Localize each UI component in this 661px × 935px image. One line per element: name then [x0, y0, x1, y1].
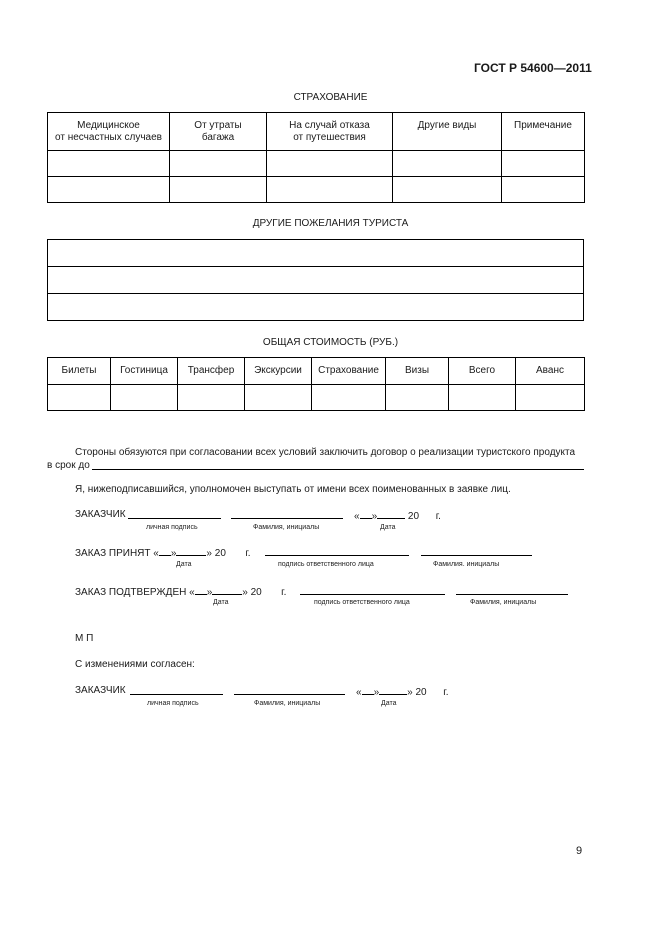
personal-signature-caption: личная подпись — [147, 700, 199, 707]
table-cell[interactable] — [516, 385, 585, 411]
insurance-header-cancellation: На случай отказа от путешествия — [267, 113, 393, 151]
surname-caption: Фамилия, инициалы — [470, 599, 537, 606]
surname-caption: Фамилия, инициалы — [254, 700, 321, 707]
table-cell[interactable] — [245, 385, 312, 411]
insurance-header-row — [48, 113, 585, 151]
quote-open: « — [153, 548, 159, 559]
cost-header-advance: Аванс — [516, 358, 585, 385]
wishes-row[interactable] — [48, 240, 584, 267]
date-caption: Дата — [381, 700, 397, 707]
table-cell[interactable] — [111, 385, 178, 411]
name-field[interactable] — [421, 555, 532, 556]
quote-close: » — [242, 587, 248, 598]
customer-label: ЗАКАЗЧИК — [75, 509, 126, 520]
table-row — [48, 294, 584, 321]
page-number: 9 — [576, 845, 583, 857]
agreement-line2: в срок до — [47, 460, 90, 471]
year-prefix: 20 — [214, 548, 226, 559]
day-blank[interactable] — [195, 585, 207, 595]
day-blank[interactable] — [360, 509, 372, 519]
year-suffix: г. — [281, 587, 287, 598]
month-blank[interactable] — [176, 546, 206, 556]
stamp-place: М П — [75, 633, 94, 644]
responsible-signature-field[interactable] — [300, 594, 445, 595]
cost-header-transfer: Трансфер — [178, 358, 245, 385]
table-row — [48, 177, 585, 203]
table-cell[interactable] — [267, 177, 393, 203]
year-suffix: г. — [443, 687, 449, 698]
table-cell[interactable] — [386, 385, 449, 411]
table-cell[interactable] — [48, 151, 170, 177]
cost-header-insurance: Страхование — [312, 358, 386, 385]
year-prefix: 20 — [407, 511, 420, 522]
surname-caption: Фамилия, инициалы — [253, 524, 320, 531]
quote-close: » — [407, 687, 413, 698]
authorization-text: Я, нижеподписавшийся, уполномочен выступать от имени всех поименованных в заявке лиц. — [75, 484, 511, 495]
name-field[interactable] — [456, 594, 568, 595]
quote-open: « — [354, 511, 360, 522]
signature-field[interactable] — [128, 518, 221, 519]
quote-open: « — [356, 687, 362, 698]
table-row — [48, 151, 585, 177]
quote-close: » — [170, 548, 177, 559]
date-field[interactable] — [356, 685, 448, 698]
cost-header-hotel: Гостиница — [111, 358, 178, 385]
date-caption: Дата — [380, 524, 396, 531]
day-blank[interactable] — [159, 546, 171, 556]
month-blank[interactable] — [377, 509, 405, 519]
table-cell[interactable] — [170, 177, 267, 203]
agreement-line1: Стороны обязуются при согласовании всех условий заключить договор о реализации туристского продукта — [75, 447, 576, 458]
name-field[interactable] — [234, 694, 345, 695]
quote-open: « — [189, 587, 195, 598]
wishes-row[interactable] — [48, 267, 584, 294]
day-blank[interactable] — [362, 685, 374, 695]
table-row — [48, 385, 585, 411]
order-confirmed-label: ЗАКАЗ ПОДТВЕРЖДЕН — [75, 587, 187, 598]
quote-close: » — [373, 687, 380, 698]
surname-caption: Фамилия. инициалы — [433, 561, 500, 568]
deadline-field[interactable] — [92, 469, 584, 470]
wishes-table — [47, 239, 584, 321]
table-cell[interactable] — [312, 385, 386, 411]
table-cell[interactable] — [449, 385, 516, 411]
order-accepted-line — [75, 546, 251, 559]
table-cell[interactable] — [267, 151, 393, 177]
table-row — [48, 267, 584, 294]
table-cell[interactable] — [502, 151, 585, 177]
insurance-title: СТРАХОВАНИЕ — [293, 92, 368, 103]
standard-code: ГОСТ Р 54600—2011 — [474, 61, 592, 75]
table-cell[interactable] — [48, 177, 170, 203]
quote-close: » — [206, 587, 213, 598]
personal-signature-caption: личная подпись — [146, 524, 198, 531]
cost-header-total: Всего — [449, 358, 516, 385]
cost-header-tickets: Билеты — [48, 358, 111, 385]
table-cell[interactable] — [48, 385, 111, 411]
insurance-header-baggage: От утраты багажа — [170, 113, 267, 151]
cost-header-excursions: Экскурсии — [245, 358, 312, 385]
changes-agreed: С изменениями согласен: — [75, 659, 195, 670]
year-prefix: 20 — [415, 687, 427, 698]
table-cell[interactable] — [502, 177, 585, 203]
year-suffix: г. — [435, 511, 441, 522]
responsible-signature-caption: подпись ответственного лица — [314, 599, 410, 606]
date-caption: Дата — [176, 561, 192, 568]
cost-header-visas: Визы — [386, 358, 449, 385]
customer-label: ЗАКАЗЧИК — [75, 685, 126, 696]
table-cell[interactable] — [170, 151, 267, 177]
responsible-signature-field[interactable] — [265, 555, 409, 556]
table-cell[interactable] — [393, 151, 502, 177]
responsible-signature-caption: подпись ответственного лица — [278, 561, 374, 568]
order-confirmed-line — [75, 585, 286, 598]
cost-table — [47, 357, 585, 411]
cost-title: ОБЩАЯ СТОИМОСТЬ (РУБ.) — [262, 337, 399, 348]
month-blank[interactable] — [212, 585, 242, 595]
insurance-table — [47, 112, 585, 203]
wishes-row[interactable] — [48, 294, 584, 321]
table-row — [48, 240, 584, 267]
table-cell[interactable] — [393, 177, 502, 203]
insurance-header-other: Другие виды — [393, 113, 502, 151]
order-accepted-label: ЗАКАЗ ПРИНЯТ — [75, 548, 151, 559]
name-field[interactable] — [231, 518, 343, 519]
insurance-header-medical: Медицинское от несчастных случаев — [48, 113, 170, 151]
wishes-title: ДРУГИЕ ПОЖЕЛАНИЯ ТУРИСТА — [252, 218, 409, 229]
signature-field[interactable] — [130, 694, 223, 695]
date-caption: Дата — [213, 599, 229, 606]
quote-close: » — [371, 511, 378, 522]
year-prefix: 20 — [250, 587, 262, 598]
date-field[interactable] — [354, 509, 441, 522]
cost-header-row — [48, 358, 585, 385]
year-suffix: г. — [245, 548, 251, 559]
month-blank[interactable] — [379, 685, 407, 695]
insurance-header-note: Примечание — [502, 113, 585, 151]
table-cell[interactable] — [178, 385, 245, 411]
quote-close: » — [206, 548, 212, 559]
